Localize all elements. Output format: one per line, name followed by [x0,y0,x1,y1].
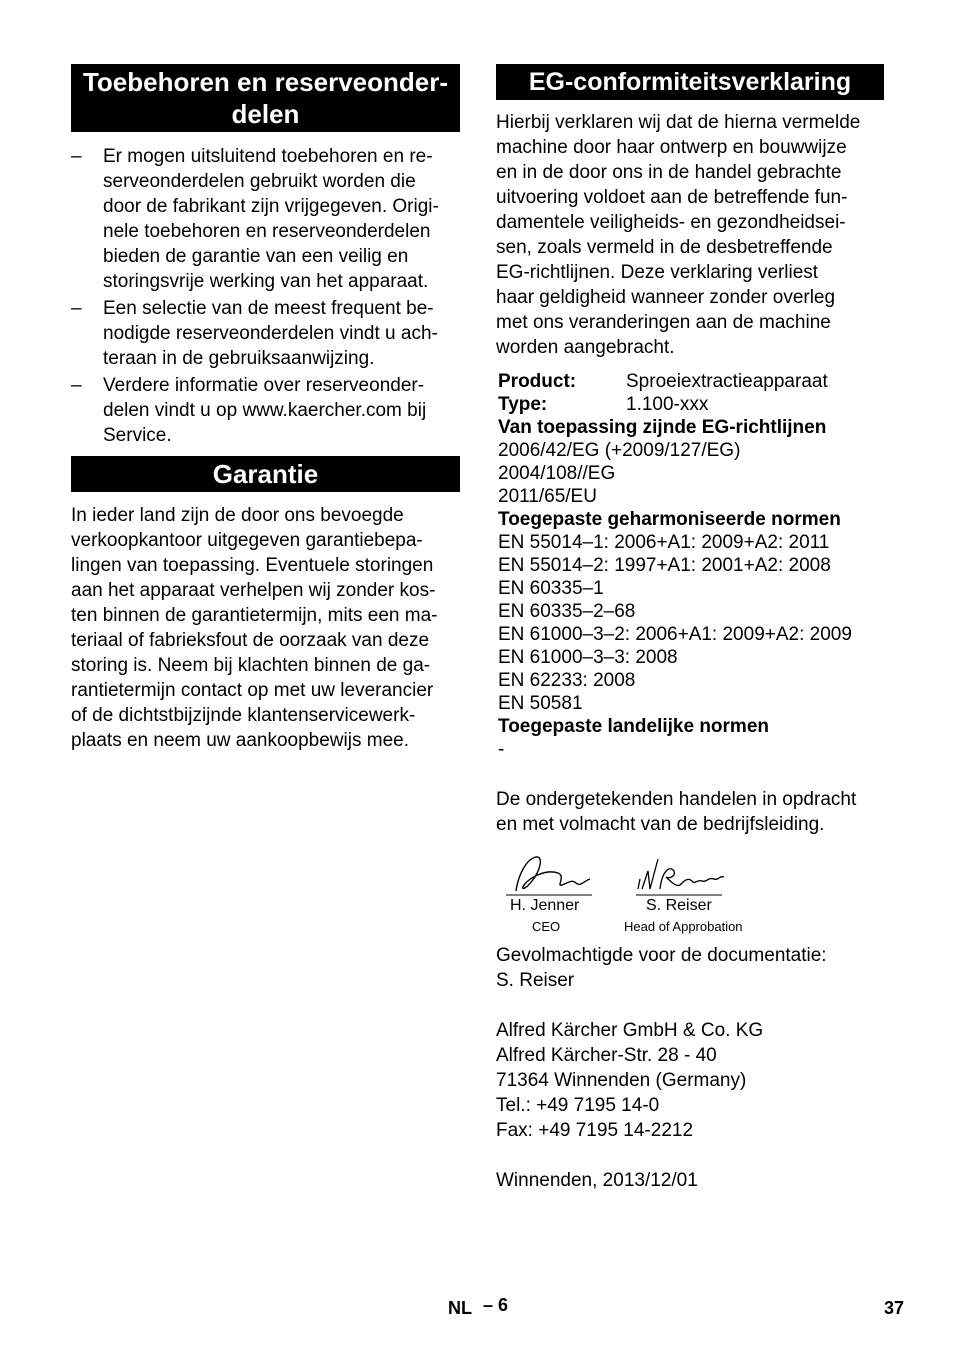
directive-item: 2006/42/EG (+2009/127/EG) [498,440,741,461]
handwritten-signature-reiser [634,851,734,901]
spec-block [496,370,884,761]
signature-reiser: S. Reiser Head of Approbation [634,851,764,906]
directives-title: Van toepassing zijnde EG-richtlijnen [498,417,827,438]
type-row: Type: 1.100-xxx [498,394,709,415]
norm-item: EN 50581 [498,693,583,714]
handwritten-signature-jenner [496,851,606,901]
list-item: – Verdere informatie over reserveonder- delen vindt u op www.kaercher.com bij Service. [71,375,427,446]
company-address: Alfred Kärcher GmbH & Co. KG Alfred Kärcher-Str. 28 - 40 71364 Winnenden (Germany) Tel.: +49 7195 14-0 Fax: +49 7195 14-2212 [496,1020,764,1141]
list-item: – Er mogen uitsluitend toebehoren en re- serveonderdelen gebruikt worden die door de fabrikant zijn vrijgegeven. Origi- nele toebehoren en reserveonderdelen bieden de garantie van een veilig en storingsvrije werking van het apparaat. [71,146,439,292]
right-column [496,64,884,1193]
accessories-list [71,144,460,448]
footer-language: NL [448,1298,472,1318]
norm-item: EN 62233: 2008 [498,670,636,691]
norm-item: EN 55014–2: 1997+A1: 2001+A2: 2008 [498,555,831,576]
norms-title: Toegepaste geharmoniseerde normen [498,509,841,530]
directive-item: 2004/108//EG [498,463,616,484]
footer-local-page: – 6 [483,1295,509,1315]
warranty-text: In ieder land zijn de door ons bevoegde verkoopkantoor uitgegeven garantiebepa- lingen van toepassing. Eventuele storingen aan het apparaat verhelpen wij zonder kos- ten binnen de garantietermijn, mits een ma- teriaal of fabrieksfout de oorzaak van deze storing is. Neem bij klachten binnen de ga- rantietermijn contact op met uw leverancier of de dichtstbijzijnde klantenservicewerk- plaats en neem uw aankoopbewijs mee. [71,505,438,751]
conformity-intro: Hierbij verklaren wij dat de hierna vermelde machine door haar ontwerp en bouwwijze en in de door ons in de handel gebrachte uitvoering voldoet aan de betreffende fun- damentele veiligheids- en gezondheidsei- sen, zoals vermeld in de desbetreffende EG-richtlijnen. Deze verklaring verliest haar geldigheid wanneer zonder overleg met ons veranderingen aan de machine worden aangebracht. [496,112,861,358]
list-item: – Een selectie van de meest frequent be- nodigde reserveonderdelen vindt u ach- teraan in de gebruiksaanwijzing. [71,298,438,369]
norm-item: EN 61000–3–3: 2008 [498,647,678,668]
heading-text: Toebehoren en reserveonder- delen [82,67,449,129]
footer-page-number: 37 [884,1298,905,1318]
section-heading-accessories [71,64,460,132]
left-column [71,64,460,753]
product-row: Product: Sproeiextractieapparaat [498,371,828,392]
national-norms-value: - [498,739,505,760]
signature-block [496,851,884,941]
signature-jenner: H. Jenner CEO [496,851,606,906]
place-date: Winnenden, 2013/12/01 [496,1170,698,1191]
norm-item: EN 61000–3–2: 2006+A1: 2009+A2: 2009 [498,624,852,645]
national-norms-title: Toegepaste landelijke normen [498,716,770,737]
directive-item: 2011/65/EU [498,486,597,507]
documentation-authority: Gevolmachtigde voor de documentatie: S. Reiser [496,945,827,991]
norm-item: EN 55014–1: 2006+A1: 2009+A2: 2011 [498,532,830,553]
norm-item: EN 60335–2–68 [498,601,636,622]
signing-text: De ondergetekenden handelen in opdracht en met volmacht van de bedrijfsleiding. [496,789,857,835]
section-heading-conformity: EG-conformiteitsverklaring [496,64,884,100]
section-heading-warranty: Garantie [71,456,460,492]
norm-item: EN 60335–1 [498,578,604,599]
